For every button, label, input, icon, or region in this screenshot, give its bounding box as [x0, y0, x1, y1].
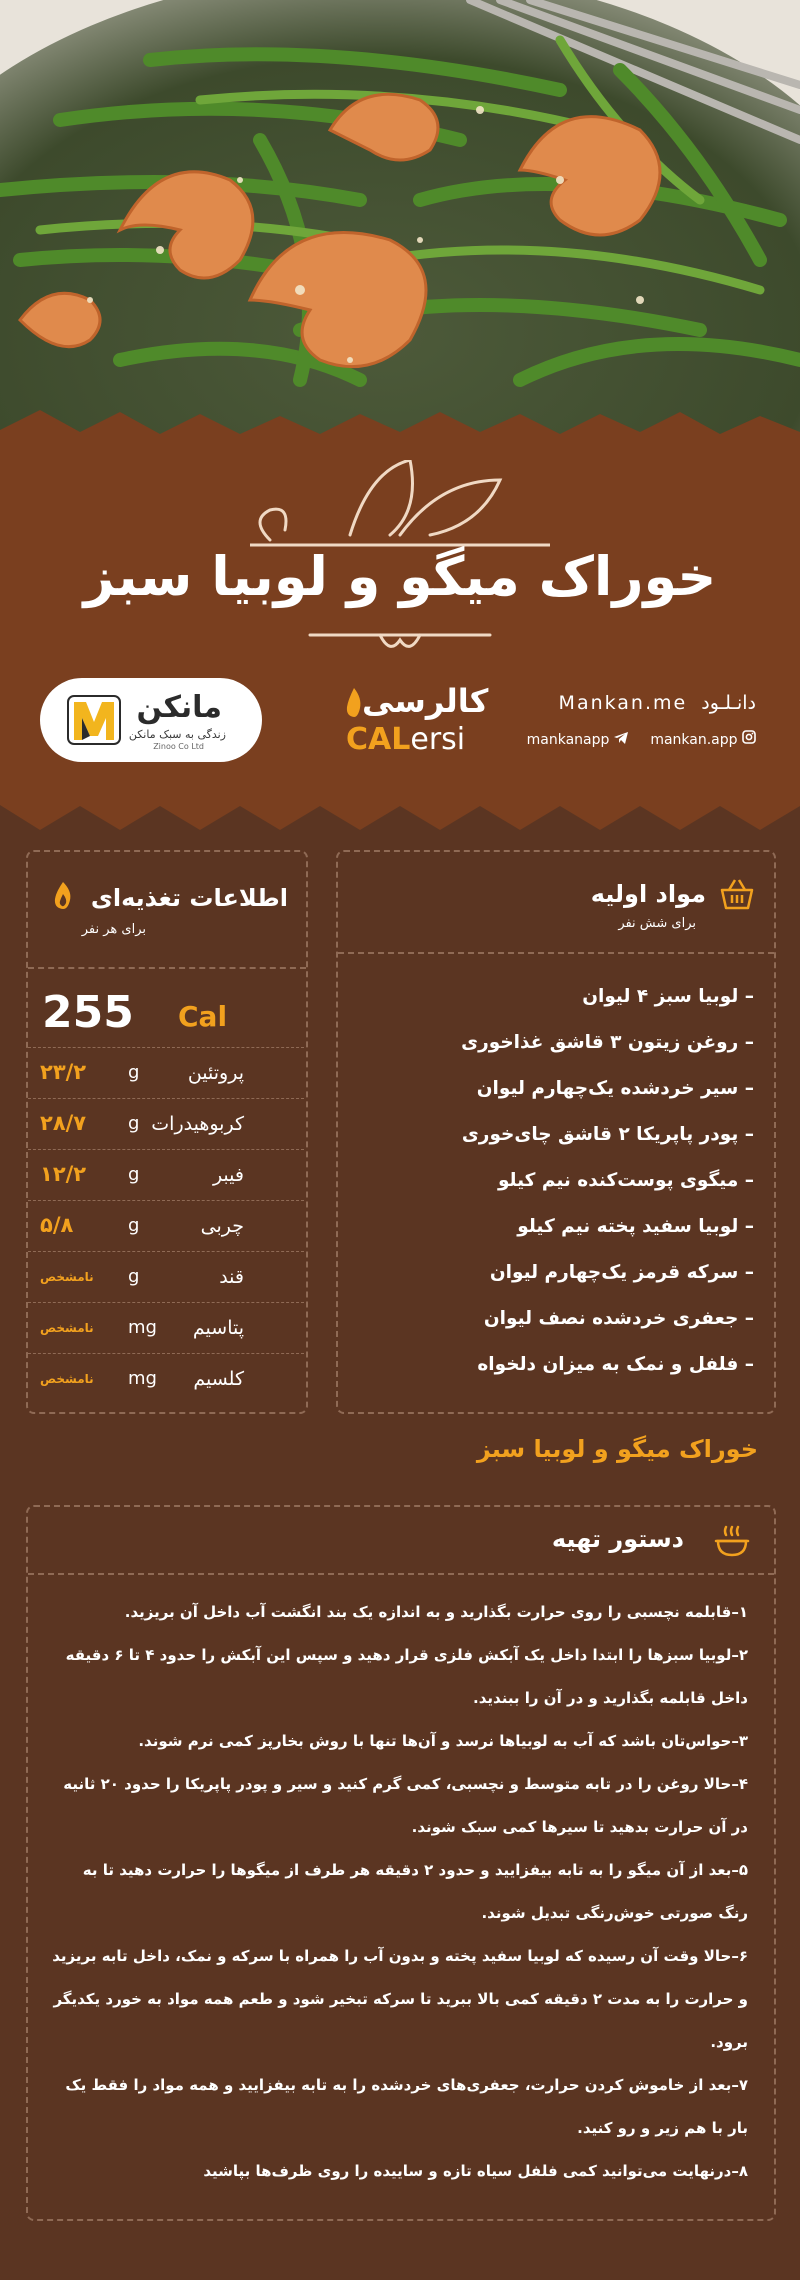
cooking-pot-icon	[714, 1523, 750, 1559]
ingredient-item: – سیر خردشده یک‌چهارم لیوان	[476, 1078, 754, 1099]
ingredients-subtitle: برای شش نفر	[618, 916, 696, 931]
nutrition-row	[28, 1200, 304, 1252]
divider	[28, 1573, 774, 1575]
calories-value: 255	[42, 987, 134, 1038]
basket-icon	[720, 878, 754, 910]
nutrient-label: کربوهیدرات	[151, 1113, 244, 1135]
download-site[interactable]: Mankan.me	[558, 692, 688, 714]
telegram-link[interactable]	[527, 732, 628, 748]
download-line[interactable]	[559, 692, 756, 714]
nutrient-unit: mg	[128, 1317, 157, 1338]
nutrient-unit: g	[128, 1164, 140, 1185]
nutrient-value: ۵/۸	[40, 1213, 74, 1237]
nutrient-value: ۲۳/۲	[40, 1060, 87, 1084]
flame-icon	[52, 882, 74, 910]
calersi-rest: ersi	[410, 722, 466, 757]
step-item: ۶–حالا وقت آن رسیده که لوبیا سفید پخته و بدون آب را همراه با سرکه و نمک، داخل تابه بریزید و حرارت را به مدت ۲ دقیقه کمی بالا ببرید تا سرکه تبخیر شود و طعم همه مواد به خورد یکدیگر برود.	[52, 1947, 748, 2051]
nutrition-panel	[26, 850, 308, 1414]
instagram-icon	[742, 730, 756, 744]
ingredients-title: مواد اولیه	[590, 880, 706, 908]
nutrient-value: نامشخص	[40, 1372, 94, 1386]
step-item: ۲–لوبیا سبزها را ابتدا داخل یک آبکش فلزی قرار دهید و سپس این آبکش را حدود ۴ تا ۶ دقیقه داخل قابلمه بگذارید و در آن را ببندید.	[65, 1646, 748, 1707]
nutrition-row	[28, 1149, 304, 1201]
nutrition-row	[28, 1047, 304, 1099]
download-label: دانـلـود	[701, 692, 756, 714]
step-item: ۵–بعد از آن میگو را به تابه بیفزایید و حدود ۲ دقیقه هر طرف از میگوها را حرارت دهید تا به رنگ صورتی خوش‌رنگی تبدیل شوند.	[82, 1861, 748, 1922]
calories-unit: Cal	[178, 1000, 228, 1033]
nutrient-label: چربی	[200, 1215, 244, 1237]
nutrient-label: پروتئین	[187, 1062, 244, 1084]
mankan-m-icon	[66, 692, 122, 748]
food-photo	[0, 0, 800, 440]
ingredient-item: – لوبیا سبز ۴ لیوان	[582, 986, 754, 1007]
ingredient-item: – لوبیا سفید پخته نیم کیلو	[517, 1216, 754, 1237]
step-item: ۴–حالا روغن را در تابه متوسط و نچسبی، کمی گرم کنید و سیر و پودر پاپریکا را حدود ۲۰ ثانیه در آن حرارت بدهید تا سیرها کمی سبک شوند.	[63, 1775, 748, 1836]
flame-icon	[344, 688, 364, 718]
ingredient-item: – جعفری خردشده نصف لیوان	[483, 1308, 754, 1329]
ingredient-item: – سرکه قرمز یک‌چهارم لیوان	[489, 1262, 754, 1283]
divider	[28, 967, 306, 969]
ingredient-item: – فلفل و نمک به میزان دلخواه	[477, 1354, 754, 1375]
nutrient-label: پتاسیم	[192, 1317, 244, 1339]
ingredient-item: – روغن زیتون ۳ قاشق غذاخوری	[461, 1032, 754, 1053]
mankan-name: مانکن	[136, 690, 222, 725]
mankan-company: Zinoo Co Ltd	[153, 742, 204, 751]
social-links	[509, 730, 756, 748]
page-title: خوراک میگو و لوبیا سبز	[83, 545, 717, 608]
nutrient-unit: g	[128, 1266, 140, 1287]
nutrient-unit: g	[128, 1113, 140, 1134]
instagram-link[interactable]	[650, 730, 756, 748]
nutrient-label: فیبر	[212, 1164, 244, 1186]
telegram-icon	[614, 732, 628, 744]
nutrition-row	[28, 1353, 304, 1405]
steps-title: دستور تهیه	[551, 1525, 684, 1553]
steps-panel	[26, 1505, 776, 2221]
nutrient-unit: g	[128, 1215, 140, 1236]
nutrient-label: قند	[219, 1266, 244, 1288]
nutrition-row	[28, 1251, 304, 1303]
instagram-handle: mankan.app	[650, 732, 738, 748]
nutrient-unit: mg	[128, 1368, 157, 1389]
ingredients-panel	[336, 850, 776, 1414]
nutrient-value: نامشخص	[40, 1270, 94, 1284]
step-item: ۷–بعد از خاموش کردن حرارت، جعفری‌های خردشده را به تابه بیفزایید و همه مواد را فقط یک بار با هم زیر و رو کنید.	[65, 2076, 748, 2137]
calersi-persian: کالرسی	[362, 682, 489, 720]
shrimp-green-beans-illustration	[0, 0, 800, 440]
ingredients-list	[354, 974, 754, 1388]
nutrition-row	[28, 1302, 304, 1354]
recipe-title: خوراک میگو و لوبیا سبز	[476, 1435, 758, 1463]
divider	[338, 952, 774, 954]
header-band	[0, 410, 800, 830]
nutrient-value: ۲۸/۷	[40, 1111, 87, 1135]
steps-list	[48, 1591, 748, 2193]
ingredient-item: – میگوی پوست‌کنده نیم کیلو	[497, 1170, 754, 1191]
nutrition-title	[52, 882, 288, 912]
nutrition-subtitle: برای هر نفر	[81, 922, 146, 937]
calersi-logo[interactable]	[340, 682, 489, 762]
mankan-tagline: زندگی به سبک مانکن	[128, 728, 226, 741]
mankan-logo[interactable]	[40, 678, 262, 762]
nutrition-title-text: اطلاعات تغذیه‌ای	[90, 884, 288, 912]
step-item: ۸–درنهایت می‌توانید کمی فلفل سیاه تازه و ساییده را روی ظرف‌ها بپاشید	[203, 2162, 748, 2180]
step-item: ۱–قابلمه نچسبی را روی حرارت بگذارید و به اندازه یک بند انگشت آب داخل آن بریزید.	[124, 1603, 748, 1621]
telegram-handle: mankanapp	[526, 732, 610, 748]
ingredient-item: – پودر پاپریکا ۲ قاشق چای‌خوری	[461, 1124, 754, 1145]
nutrition-row	[28, 1098, 304, 1150]
nutrient-unit: g	[128, 1062, 140, 1083]
step-item: ۳–حواس‌تان باشد که آب به لوبیاها نرسد و آن‌ها تنها با روش بخارپز کمی نرم شوند.	[138, 1732, 748, 1750]
nutrient-value: نامشخص	[40, 1321, 94, 1335]
calersi-english	[346, 722, 465, 757]
calersi-accent: CAL	[346, 722, 411, 757]
nutrient-label: کلسیم	[193, 1368, 244, 1390]
nutrient-value: ۱۲/۲	[40, 1162, 87, 1186]
